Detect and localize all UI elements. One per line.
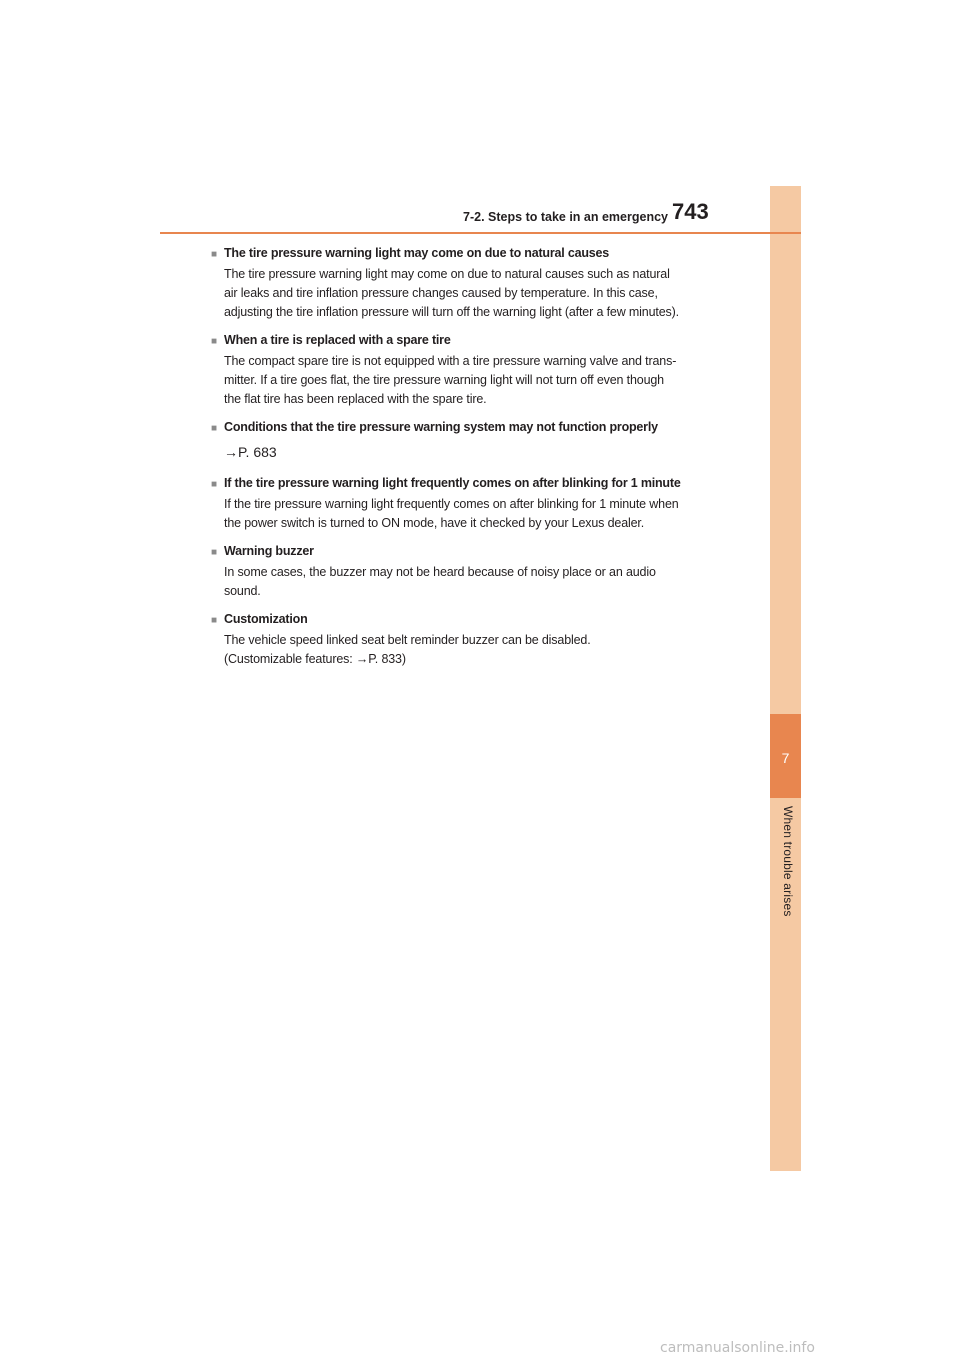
header-rule [160,232,801,234]
body-line: the flat tire has been replaced with the spare tire. [224,392,487,406]
section-heading: 7-2. Steps to take in an emergency [463,210,668,224]
body-line: (Customizable features: →P. 833) [224,652,406,666]
body-line: mitter. If a tire goes flat, the tire pressure warning light will not turn off even though [224,373,664,387]
section-title: ■ Customization [211,609,747,631]
section-body [211,495,747,533]
square-bullet-icon: ■ [211,336,217,347]
page-reference-link[interactable]: →P. 683 [224,444,277,460]
section-conditions [211,417,747,465]
body-line: the power switch is turned to ON mode, have it checked by your Lexus dealer. [224,516,645,530]
section-body [211,265,747,322]
page-content [211,243,747,677]
body-line: sound. [224,584,261,598]
section-blinking [211,473,747,533]
body-line: The compact spare tire is not equipped with a tire pressure warning valve and trans- [224,354,677,368]
chapter-title: When trouble arises [781,806,795,917]
section-spare-tire [211,330,747,409]
square-bullet-icon: ■ [211,479,217,490]
chapter-number: 7 [781,750,790,766]
chapter-side-tab [770,186,801,1171]
section-customization [211,609,747,669]
square-bullet-icon: ■ [211,547,217,558]
section-body [211,352,747,409]
page-number: 743 [672,199,709,224]
body-line: air leaks and tire inflation pressure changes caused by temperature. In this case, [224,286,658,300]
body-line: The vehicle speed linked seat belt reminder buzzer can be disabled. [224,633,591,647]
section-title: ■ When a tire is replaced with a spare tire [211,330,747,352]
square-bullet-icon: ■ [211,423,217,434]
body-line: The tire pressure warning light may come on due to natural causes such as natural [224,267,670,281]
watermark: carmanualsonline.info [660,1340,815,1356]
section-title: ■ Warning buzzer [211,541,747,563]
body-line: In some cases, the buzzer may not be heard because of noisy place or an audio [224,565,656,579]
section-title: ■ Conditions that the tire pressure warning system may not function properly [211,417,747,439]
section-title: ■ If the tire pressure warning light frequently comes on after blinking for 1 minute [211,473,747,495]
section-title: ■ The tire pressure warning light may come on due to natural causes [211,243,747,265]
section-body [211,563,747,601]
square-bullet-icon: ■ [211,615,217,626]
body-line: adjusting the tire inflation pressure will turn off the warning light (after a few minutes). [224,305,679,319]
square-bullet-icon: ■ [211,249,217,260]
section-body [211,631,747,669]
section-natural-causes [211,243,747,322]
body-line: If the tire pressure warning light frequently comes on after blinking for 1 minute when [224,497,679,511]
section-warning-buzzer [211,541,747,601]
